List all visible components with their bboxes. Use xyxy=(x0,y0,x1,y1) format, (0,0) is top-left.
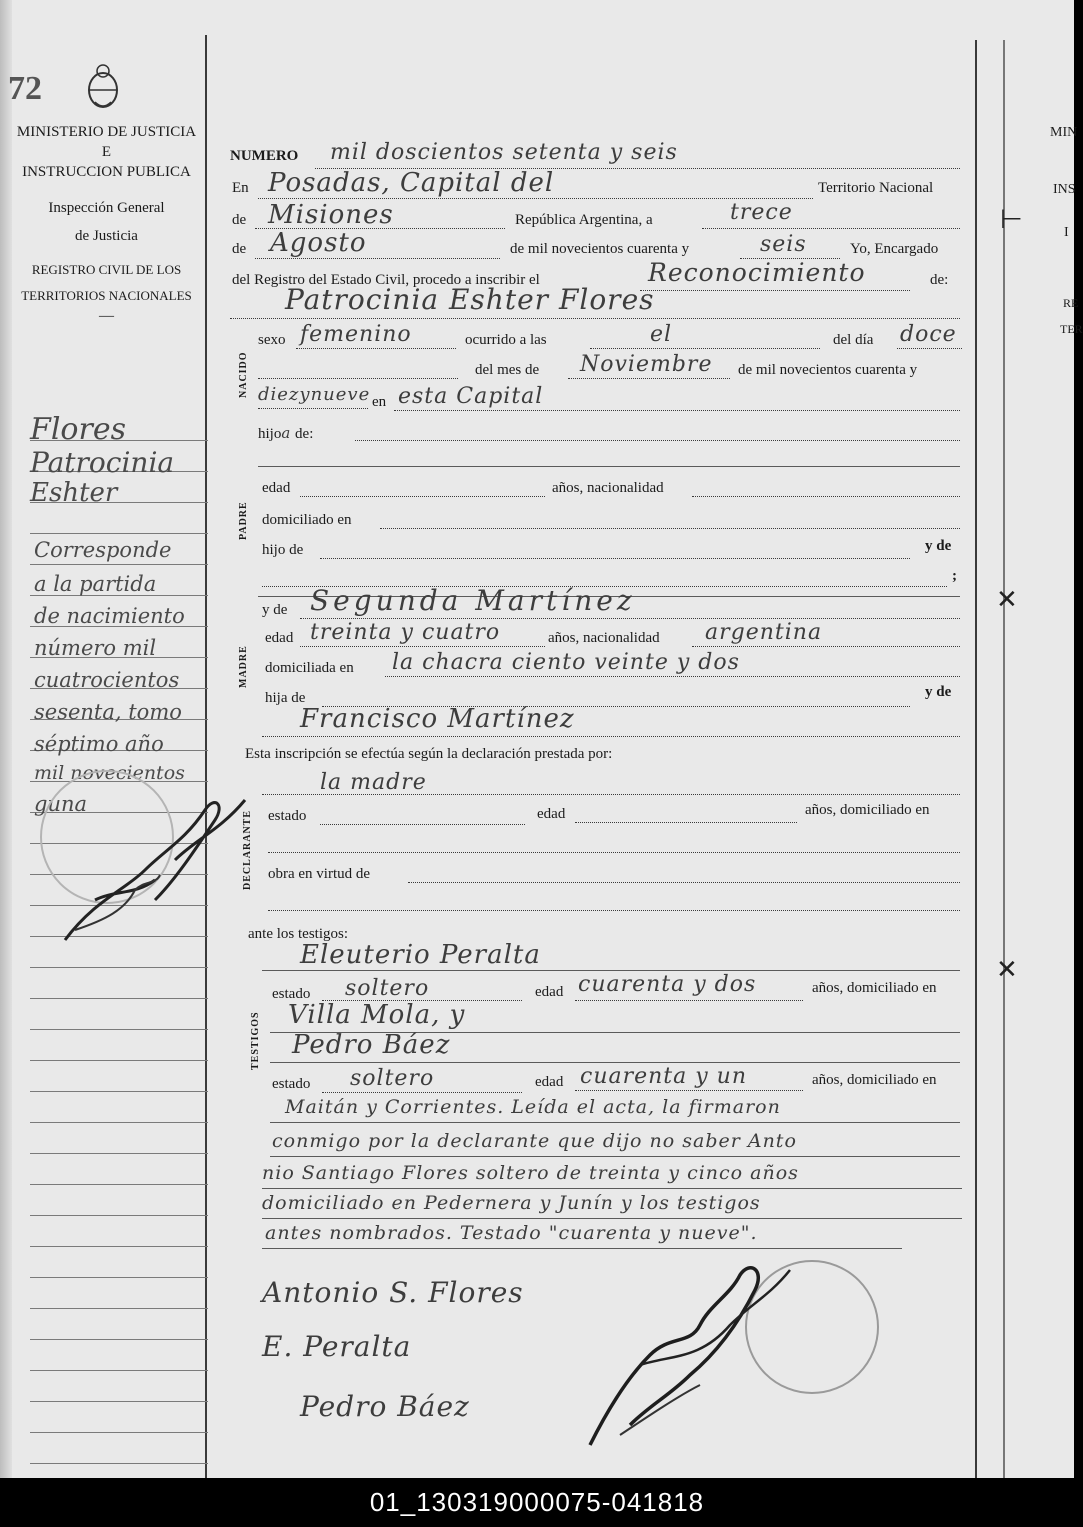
margin-note-8: mil novecientos xyxy=(34,762,185,784)
hora-value: el xyxy=(650,322,673,347)
padre-yde: y de xyxy=(925,538,952,554)
margin-rule xyxy=(30,1122,208,1123)
signature-2: E. Peralta xyxy=(262,1330,412,1363)
testigo2-name: Pedro Báez xyxy=(292,1030,451,1060)
declarante-value: la madre xyxy=(320,770,427,795)
t2-edad-value: cuarenta y un xyxy=(580,1064,748,1089)
testigo2-line xyxy=(270,1062,960,1063)
lugar-line xyxy=(394,410,960,411)
notes-4: domiciliado en Pedernera y Junín y los testigos xyxy=(262,1192,761,1214)
margin-rule xyxy=(30,1401,208,1402)
hijo-line xyxy=(355,440,960,441)
madre-section-label: MADRE xyxy=(238,645,249,688)
decl-anios-label: años, domiciliado en xyxy=(805,802,930,818)
dia-label: del día xyxy=(833,332,874,348)
decl-edad-line xyxy=(575,822,797,823)
person-name: Patrocinia Eshter Flores xyxy=(285,283,655,316)
hijo-de: de: xyxy=(295,426,314,442)
hijo-suffix: a xyxy=(281,424,292,442)
margin-note-5: cuatrocientos xyxy=(34,668,180,692)
ocurrido-label: ocurrido a las xyxy=(465,332,547,348)
day-line xyxy=(702,228,960,229)
en-line xyxy=(258,198,813,199)
binding-stitch-top: ⊢ xyxy=(1000,205,1023,234)
lugar-value: esta Capital xyxy=(398,384,544,409)
padre-section-label: PADRE xyxy=(238,501,249,540)
margin-note-3: de nacimiento xyxy=(34,604,185,628)
margin-rule xyxy=(30,1029,208,1030)
ministry-line-5: de Justicia xyxy=(75,228,138,244)
anio-value: diezynueve xyxy=(258,384,371,405)
t1-edad-label: edad xyxy=(535,984,564,1000)
coat-of-arms-icon xyxy=(85,62,121,110)
margin-note-2: a la partida xyxy=(34,572,157,596)
padre-dom-label: domiciliado en xyxy=(262,512,352,528)
ministry-line-3: INSTRUCCION PUBLICA xyxy=(22,164,191,180)
t2-anios-label: años, domiciliado en xyxy=(812,1072,937,1088)
t1-dom-value: Villa Mola, y xyxy=(288,1000,466,1030)
margin-name-1: Flores xyxy=(30,412,126,447)
t1-edad-line xyxy=(575,1000,803,1001)
right-edge-rule xyxy=(975,40,977,1478)
sexo-label: sexo xyxy=(258,332,286,348)
registro-label: del Registro del Estado Civil, procedo a inscribir el xyxy=(232,272,540,288)
madre-dom-line xyxy=(385,676,960,677)
de-value: Misiones xyxy=(268,200,394,230)
decl-obra-line xyxy=(408,882,960,883)
t2-estado-label: estado xyxy=(272,1076,311,1092)
margin-rule xyxy=(30,1215,208,1216)
decl-edad-label: edad xyxy=(537,806,566,822)
margin-note-7: séptimo año xyxy=(34,732,164,756)
notes-line-3 xyxy=(262,1188,962,1189)
sexo-value: femenino xyxy=(300,322,412,347)
margin-note-9: guna xyxy=(34,792,88,816)
margin-name-3: Eshter xyxy=(30,478,118,508)
name-line xyxy=(230,318,960,319)
madre-dom-label: domiciliada en xyxy=(265,660,354,676)
decl-obra-label: obra en virtud de xyxy=(268,866,371,882)
notes-1: Maitán y Corrientes. Leída el acta, la firmaron xyxy=(285,1096,781,1118)
padre-semicolon: ; xyxy=(952,568,957,584)
t2-edad-label: edad xyxy=(535,1074,564,1090)
madre-padre-line xyxy=(262,736,960,737)
right-page-fragment-1: MIN xyxy=(1050,125,1078,140)
margin-rule xyxy=(30,533,208,534)
registro-line xyxy=(640,290,910,291)
margin-rule xyxy=(30,1308,208,1309)
year-value: seis xyxy=(760,232,807,257)
madre-edad-value: treinta y cuatro xyxy=(310,620,501,645)
sexo-line xyxy=(296,348,456,349)
madre-name: Segunda Martínez xyxy=(310,584,636,617)
padre-hijo-label: hijo de xyxy=(262,542,304,558)
madre-yde2: y de xyxy=(925,684,952,700)
margin-note-1: Corresponde xyxy=(34,538,172,562)
margin-rule xyxy=(30,1184,208,1185)
margin-rule xyxy=(30,1370,208,1371)
decl-dom-line xyxy=(268,852,960,853)
hijo-word: hijo xyxy=(258,426,282,442)
decl-estado-label: estado xyxy=(268,808,307,824)
mes-label: del mes de xyxy=(475,362,540,378)
madre-edad-label: edad xyxy=(265,630,294,646)
ministry-line-7: TERRITORIOS NACIONALES xyxy=(21,288,192,303)
margin-rule xyxy=(30,1091,208,1092)
de2-label: de xyxy=(232,241,247,257)
padre-hijo-line xyxy=(320,558,910,559)
hijo-label xyxy=(258,424,313,443)
mes-line xyxy=(568,378,730,379)
day-value: trece xyxy=(730,200,793,225)
ministry-line-2: E xyxy=(101,144,112,160)
padre-top-line xyxy=(258,466,960,467)
padre-edad-label: edad xyxy=(262,480,291,496)
right-page-fragment-2: INS xyxy=(1053,182,1076,197)
numero-value: mil doscientos setenta y seis xyxy=(330,140,678,165)
encargado-label: Yo, Encargado xyxy=(850,241,939,257)
dia-line xyxy=(897,348,962,349)
nacido-section-label: NACIDO xyxy=(238,351,249,398)
padre-edad-line xyxy=(300,496,545,497)
ministry-line-1: MINISTERIO DE JUSTICIA xyxy=(16,124,197,140)
margin-rule xyxy=(30,1246,208,1247)
right-page-fragment-5: TER xyxy=(1060,322,1083,336)
right-page-fragment-4: RE xyxy=(1063,296,1079,310)
margin-rule xyxy=(30,564,208,565)
notes-line-1 xyxy=(270,1122,960,1123)
ministry-line-6: REGISTRO CIVIL DE LOS xyxy=(31,262,182,277)
notes-5: antes nombrados. Testado "cuarenta y nueve". xyxy=(265,1222,758,1244)
testigo1-line xyxy=(262,970,960,971)
padre-anios-label: años, nacionalidad xyxy=(552,480,664,496)
notes-line-2 xyxy=(270,1156,960,1157)
testigos-intro: ante los testigos: xyxy=(248,926,348,942)
month-line xyxy=(255,258,500,259)
registro-value: Reconocimiento xyxy=(648,258,866,287)
de-label: de xyxy=(232,212,247,228)
margin-rule xyxy=(30,967,208,968)
book-binding xyxy=(0,0,12,1478)
padre-nac-line xyxy=(692,496,960,497)
t2-estado-line xyxy=(322,1092,522,1093)
t2-estado-value: soltero xyxy=(350,1066,435,1091)
mes-pre-line xyxy=(258,378,458,379)
signature-1: Antonio S. Flores xyxy=(262,1276,524,1309)
margin-rule xyxy=(30,1463,208,1464)
testigos-section-label: TESTIGOS xyxy=(250,1011,261,1070)
madre-nac-line xyxy=(692,646,960,647)
signature-3: Pedro Báez xyxy=(300,1390,470,1423)
testigo1-name: Eleuterio Peralta xyxy=(300,940,541,970)
margin-rule xyxy=(30,1339,208,1340)
madre-edad-line xyxy=(300,646,545,647)
t2-edad-line xyxy=(575,1090,803,1091)
territorio-label: Territorio Nacional xyxy=(818,180,934,196)
registrar-signature xyxy=(580,1255,800,1455)
document-id-footer: 01_130319000075-041818 xyxy=(0,1478,1074,1527)
en-value: Posadas, Capital del xyxy=(268,168,555,198)
declarante-section-label: DECLARANTE xyxy=(242,809,253,890)
dia-value: doce xyxy=(900,322,957,347)
madre-anios-label: años, nacionalidad xyxy=(548,630,660,646)
mes-value: Noviembre xyxy=(580,352,713,377)
margin-rule xyxy=(30,1277,208,1278)
madre-nac-value: argentina xyxy=(705,620,823,645)
month-value: Agosto xyxy=(270,228,367,258)
notes-2: conmigo por la declarante que dijo no saber Anto xyxy=(272,1130,797,1152)
hora-line xyxy=(590,348,820,349)
republica-label: República Argentina, a xyxy=(515,212,653,228)
page-gutter-rule xyxy=(1003,40,1005,1478)
t1-estado-label: estado xyxy=(272,986,311,1002)
madre-padre-value: Francisco Martínez xyxy=(300,704,575,734)
t1-anios-label: años, domiciliado en xyxy=(812,980,937,996)
decl-estado-line xyxy=(320,824,525,825)
margin-rule xyxy=(30,1153,208,1154)
binding-stitch-low: ✕ xyxy=(996,955,1018,984)
madre-yde-label: y de xyxy=(262,602,288,618)
margin-rule xyxy=(30,1060,208,1061)
madre-dom-value: la chacra ciento veinte y dos xyxy=(392,650,740,675)
margin-note-4: número mil xyxy=(34,636,157,660)
notes-3: nio Santiago Flores soltero de treinta y cinco años xyxy=(262,1162,799,1184)
notes-line-5 xyxy=(262,1248,902,1249)
madre-name-line xyxy=(300,618,960,619)
left-margin-rule xyxy=(205,35,207,1478)
en-label: En xyxy=(232,180,249,196)
t1-estado-value: soltero xyxy=(345,976,430,1001)
page-number: 72 xyxy=(8,70,42,107)
madre-hija-label: hija de xyxy=(265,690,306,706)
anio-line xyxy=(258,408,368,409)
inscripcion-label: Esta inscripción se efectúa según la declaración prestada por: xyxy=(245,746,613,762)
header-dash: — xyxy=(99,308,114,324)
mil-label: de mil novecientos cuarenta y xyxy=(738,362,918,378)
margin-note-6: sesenta, tomo xyxy=(34,700,182,724)
padre-dom-line xyxy=(380,528,960,529)
ministry-header xyxy=(14,122,199,326)
de3-label: de: xyxy=(930,272,949,288)
margin-name-2: Patrocinia xyxy=(30,446,175,479)
decl-extra-line xyxy=(268,910,960,911)
numero-label: NUMERO xyxy=(230,148,299,164)
binding-stitch-mid: ✕ xyxy=(996,585,1018,614)
margin-signature xyxy=(55,780,255,960)
notes-line-4 xyxy=(262,1218,962,1219)
margin-rule xyxy=(30,998,208,999)
en2-label: en xyxy=(372,394,387,410)
right-page-fragment-3: I xyxy=(1064,225,1069,240)
ministry-line-4: Inspección General xyxy=(48,200,165,216)
year-label: de mil novecientos cuarenta y xyxy=(510,241,690,257)
t1-edad-value: cuarenta y dos xyxy=(578,972,757,997)
margin-rule xyxy=(30,1432,208,1433)
